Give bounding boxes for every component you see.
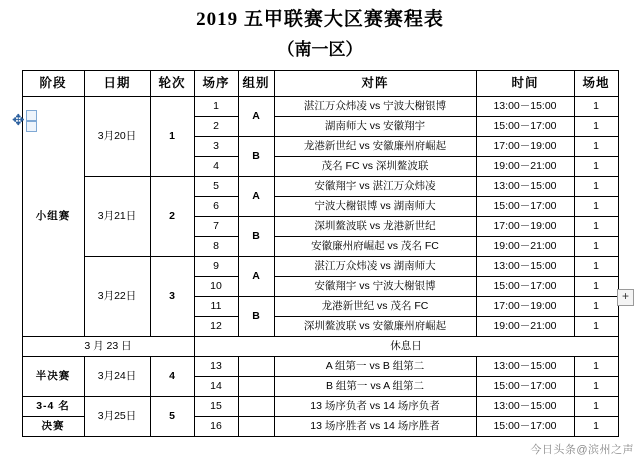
cell-group: B — [238, 137, 274, 177]
cell-order: 4 — [194, 157, 238, 177]
cell-round: 3 — [150, 257, 194, 337]
cell-match: 宁波大榭银博 vs 湖南师大 — [274, 197, 476, 217]
cell-date: 3月25日 — [84, 397, 150, 437]
cell-time: 17:00－19:00 — [476, 217, 574, 237]
cell-time: 15:00－17:00 — [476, 417, 574, 437]
rest-day-row — [22, 337, 618, 357]
cell-time: 13:00－15:00 — [476, 397, 574, 417]
cell-order: 8 — [194, 237, 238, 257]
cell-venue: 1 — [574, 197, 618, 217]
move-cross-icon: ✥ — [12, 113, 25, 129]
table-row — [22, 97, 618, 117]
cell-time: 19:00－21:00 — [476, 317, 574, 337]
cell-rest-date: 3 月 23 日 — [22, 337, 194, 357]
header-match: 对阵 — [274, 71, 476, 97]
cell-venue: 1 — [574, 397, 618, 417]
table-row — [22, 177, 618, 197]
cell-order: 5 — [194, 177, 238, 197]
cell-time: 15:00－17:00 — [476, 377, 574, 397]
cell-order: 9 — [194, 257, 238, 277]
cell-match: 13 场序负者 vs 14 场序负者 — [274, 397, 476, 417]
cell-group — [238, 377, 274, 397]
header-stage: 阶段 — [22, 71, 84, 97]
cell-time: 13:00－15:00 — [476, 177, 574, 197]
cell-order: 6 — [194, 197, 238, 217]
cell-venue: 1 — [574, 357, 618, 377]
handle-corner-icon — [26, 110, 37, 121]
cell-order: 13 — [194, 357, 238, 377]
cell-match: 深圳鳌波联 vs 安徽廉州府崛起 — [274, 317, 476, 337]
cell-order: 14 — [194, 377, 238, 397]
cell-match: 安徽翔宇 vs 宁波大榭银博 — [274, 277, 476, 297]
cell-order: 11 — [194, 297, 238, 317]
table-row — [22, 397, 618, 417]
cell-time: 19:00－21:00 — [476, 237, 574, 257]
cell-rest-label: 休息日 — [194, 337, 618, 357]
handle-corner-icon — [26, 121, 37, 132]
cell-group: A — [238, 257, 274, 297]
cell-time: 15:00－17:00 — [476, 277, 574, 297]
page-subtitle: （南一区） — [277, 40, 363, 59]
cell-order: 7 — [194, 217, 238, 237]
cell-group — [238, 397, 274, 417]
cell-stage: 半决赛 — [22, 357, 84, 397]
cell-venue: 1 — [574, 277, 618, 297]
cell-group — [238, 417, 274, 437]
cell-venue: 1 — [574, 117, 618, 137]
cell-order: 2 — [194, 117, 238, 137]
cell-venue: 1 — [574, 217, 618, 237]
cell-venue: 1 — [574, 257, 618, 277]
cell-order: 10 — [194, 277, 238, 297]
cell-order: 12 — [194, 317, 238, 337]
cell-round: 5 — [150, 397, 194, 437]
cell-venue: 1 — [574, 157, 618, 177]
header-round: 轮次 — [150, 71, 194, 97]
cell-match: 龙港新世纪 vs 安徽廉州府崛起 — [274, 137, 476, 157]
header-date: 日期 — [84, 71, 150, 97]
cell-venue: 1 — [574, 237, 618, 257]
cell-match: 龙港新世纪 vs 茂名 FC — [274, 297, 476, 317]
cell-date: 3月20日 — [84, 97, 150, 177]
cell-order: 3 — [194, 137, 238, 157]
cell-group: A — [238, 97, 274, 137]
cell-round: 1 — [150, 97, 194, 177]
cell-match: 安徽翔宇 vs 湛江万众炜凌 — [274, 177, 476, 197]
table-row — [22, 357, 618, 377]
schedule-table — [22, 70, 619, 437]
page-title: 2019 五甲联赛大区赛赛程表 — [196, 9, 444, 30]
cell-group: B — [238, 297, 274, 337]
cell-date: 3月21日 — [84, 177, 150, 257]
add-row-button[interactable]: + — [617, 289, 634, 306]
cell-match: B 组第一 vs A 组第二 — [274, 377, 476, 397]
cell-time: 15:00－17:00 — [476, 117, 574, 137]
cell-date: 3月24日 — [84, 357, 150, 397]
cell-round: 2 — [150, 177, 194, 257]
header-time: 时间 — [476, 71, 574, 97]
cell-match: 湛江万众炜凌 vs 湖南师大 — [274, 257, 476, 277]
cell-order: 15 — [194, 397, 238, 417]
cell-round: 4 — [150, 357, 194, 397]
cell-time: 13:00－15:00 — [476, 357, 574, 377]
cell-match: A 组第一 vs B 组第二 — [274, 357, 476, 377]
cell-stage: 决赛 — [22, 417, 84, 437]
cell-stage: 3-4 名 — [22, 397, 84, 417]
header-order: 场序 — [194, 71, 238, 97]
cell-venue: 1 — [574, 317, 618, 337]
cell-order: 1 — [194, 97, 238, 117]
cell-group: B — [238, 217, 274, 257]
cell-group: A — [238, 177, 274, 217]
cell-time: 19:00－21:00 — [476, 157, 574, 177]
cell-time: 13:00－15:00 — [476, 257, 574, 277]
header-group: 组别 — [238, 71, 274, 97]
cell-venue: 1 — [574, 297, 618, 317]
cell-stage: 小组赛 — [22, 97, 84, 337]
cell-date: 3月22日 — [84, 257, 150, 337]
cell-time: 17:00－19:00 — [476, 137, 574, 157]
cell-time: 17:00－19:00 — [476, 297, 574, 317]
cell-match: 湖南师大 vs 安徽翔宇 — [274, 117, 476, 137]
cell-order: 16 — [194, 417, 238, 437]
watermark-text: 今日头条@滨州之声 — [530, 444, 634, 456]
cell-match: 13 场序胜者 vs 14 场序胜者 — [274, 417, 476, 437]
document-title-block — [0, 0, 640, 64]
cell-time: 15:00－17:00 — [476, 197, 574, 217]
table-header-row — [22, 71, 618, 97]
table-row — [22, 257, 618, 277]
cell-venue: 1 — [574, 377, 618, 397]
cell-match: 安徽廉州府崛起 vs 茂名 FC — [274, 237, 476, 257]
cell-match: 湛江万众炜凌 vs 宁波大榭银博 — [274, 97, 476, 117]
cell-venue: 1 — [574, 97, 618, 117]
cell-match: 茂名 FC vs 深圳鳌波联 — [274, 157, 476, 177]
cell-group — [238, 357, 274, 377]
table-move-handle-icon[interactable] — [12, 110, 38, 132]
cell-venue: 1 — [574, 417, 618, 437]
header-venue: 场地 — [574, 71, 618, 97]
cell-match: 深圳鳌波联 vs 龙港新世纪 — [274, 217, 476, 237]
cell-venue: 1 — [574, 137, 618, 157]
cell-venue: 1 — [574, 177, 618, 197]
cell-time: 13:00－15:00 — [476, 97, 574, 117]
